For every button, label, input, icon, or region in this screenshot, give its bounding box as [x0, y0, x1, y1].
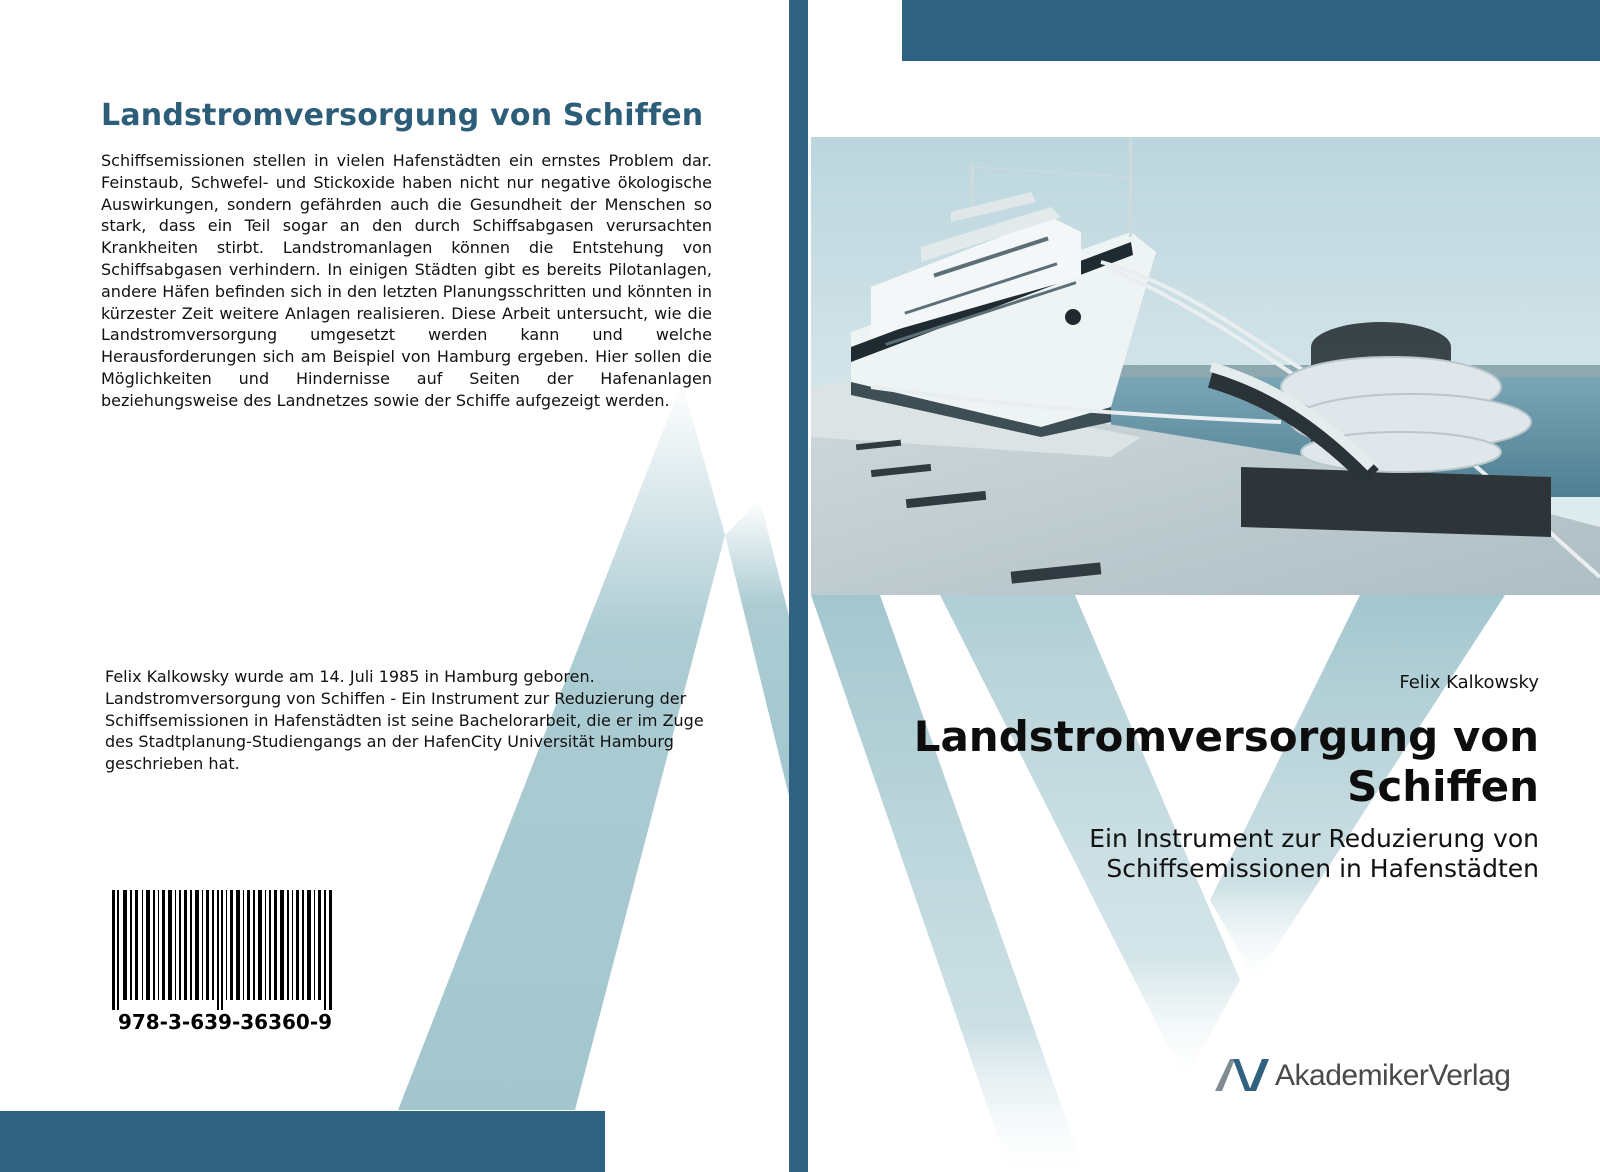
av-logo-icon: [1215, 1055, 1271, 1095]
back-cover-title: Landstromversorgung von Schiffen: [101, 98, 704, 133]
front-subtitle: Ein Instrument zur Reduzierung von Schiffsemissionen in Hafenstädten: [1089, 824, 1539, 883]
back-cover-blurb: Schiffsemissionen stellen in vielen Hafenstädten ein ernstes Problem dar. Feinstaub, Schwefel- und Stickoxide haben nicht nur negative ökologische Auswirkungen, sondern gefährden auch die Gesundheit der Menschen so stark, dass ein Teil sogar an den durch Schiffsabgasen verursachten Krankheiten stirbt. Landstromanlagen können die Entstehung von Schiffsabgasen verhindern. In einigen Städten gibt es bereits Pilotanlagen, andere Häfen befinden sich in den letzten Planungsschritten und könnten in kürzester Zeit weitere Anlagen realisieren. Diese Arbeit untersucht, wie die Landstromversorgung umgesetzt werden kann und welche Herausforderungen sich am Beispiel von Hamburg ergeben. Hier sollen die Möglichkeiten und Hindernisse auf Seiten der Hafenanlagen beziehungsweise des Landnetzes sowie der Schiffe aufgezeigt werden.: [101, 151, 712, 410]
cover-photo-ship-harbor: [811, 137, 1600, 595]
front-title: Landstromversorgung von Schiffen: [913, 712, 1539, 811]
author-bio: Felix Kalkowsky wurde am 14. Juli 1985 in Hamburg geboren. Landstromversorgung von Schiffen - Ein Instrument zur Reduzierung der Schiffsemissionen in Hafenstädten ist seine Bachelorarbeit, die er im Zuge des Stadtplanung-Studiengangs an der HafenCity Universität Hamburg geschrieben hat.: [105, 667, 704, 774]
publisher-logo: [1215, 1053, 1535, 1103]
publisher-name: AkademikerVerlag: [1275, 1059, 1511, 1092]
top-bar: [902, 0, 1600, 61]
isbn-number: 978-3-639-36360-9: [117, 1010, 333, 1034]
spine: [789, 0, 808, 1172]
barcode-bars: [100, 880, 348, 1010]
bottom-bar: [0, 1111, 605, 1172]
front-author: Felix Kalkowsky: [1399, 672, 1539, 693]
